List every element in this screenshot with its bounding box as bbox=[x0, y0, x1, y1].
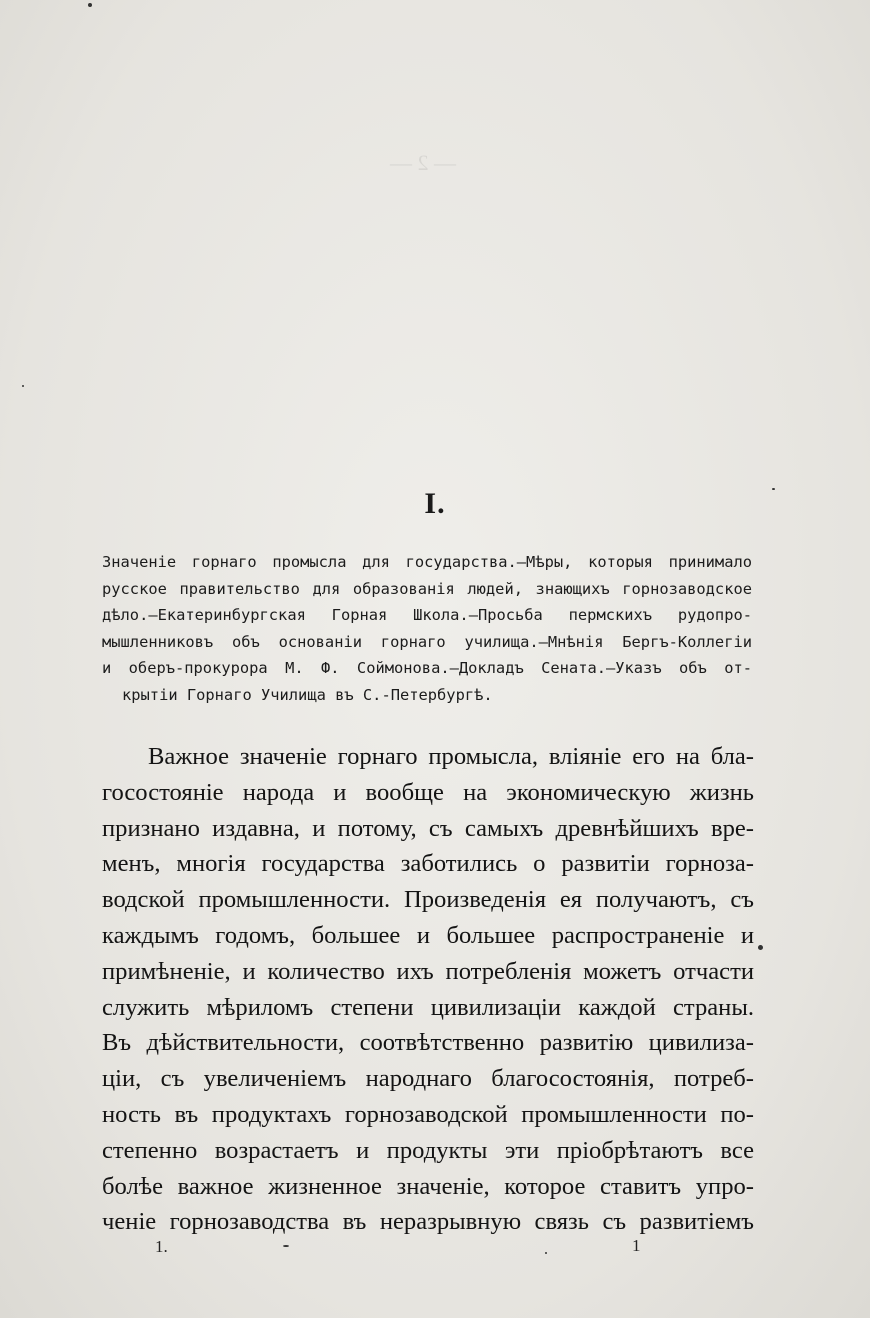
body-paragraph bbox=[102, 739, 754, 1240]
body-line: болѣе важное жизненное значеніе, которое ставитъ упро- bbox=[102, 1172, 754, 1200]
summary-line: русское правительство для образованія людей, знающихъ горнозаводское bbox=[102, 579, 752, 598]
body-line: служить мѣриломъ степени цивилизаціи каждой страны. bbox=[102, 993, 754, 1021]
paper-speck bbox=[88, 3, 92, 7]
body-line: примѣненіе, и количество ихъ потребленія можетъ отчасти bbox=[102, 957, 754, 985]
body-line: каждымъ годомъ, большее и большее распространеніе и bbox=[102, 921, 754, 949]
body-line: степенно возрастаетъ и продукты эти пріобрѣтаютъ все bbox=[102, 1136, 754, 1164]
paper-speck bbox=[283, 1245, 289, 1247]
paper-speck bbox=[545, 1252, 547, 1254]
body-line: менъ, многія государства заботились о развитіи горноза- bbox=[102, 850, 754, 878]
body-line: ціи, съ увеличеніемъ народнаго благосостоянія, потреб- bbox=[102, 1065, 754, 1093]
summary-line: и оберъ-прокурора М. Ф. Соймонова.—Докладъ Сената.—Указъ объ от- bbox=[102, 659, 752, 677]
body-line: Въ дѣйствительности, соотвѣтственно развитію цивилиза- bbox=[102, 1029, 754, 1057]
body-line: водской промышленности. Произведенія ея получаютъ, съ bbox=[102, 886, 754, 914]
body-line: Важное значеніе горнаго промысла, вліяніе его на бла- bbox=[148, 743, 754, 770]
body-line: ность въ продуктахъ горнозаводской промышленности по- bbox=[102, 1100, 754, 1128]
body-line: признано издавна, и потому, съ самыхъ древнѣйшихъ вре- bbox=[102, 814, 754, 842]
chapter-number: I. bbox=[424, 487, 446, 520]
summary-line: Значеніе горнаго промысла для государства.—Мѣры, которыя принимало bbox=[102, 553, 752, 571]
paper-speck bbox=[758, 945, 763, 950]
paper-speck bbox=[22, 385, 24, 387]
summary-line: крытіи Горнаго Училища въ С.-Петербургѣ. bbox=[122, 685, 493, 704]
paper-speck bbox=[772, 488, 775, 490]
body-line: ченіе горнозаводства въ неразрывную связь съ развитіемъ bbox=[102, 1208, 754, 1236]
summary-line: мышленниковъ объ основаніи горнаго училища.—Мнѣнія Бергъ-Коллегіи bbox=[102, 632, 752, 651]
signature-mark: 1. bbox=[155, 1237, 168, 1256]
summary-line: дѣло.—Екатеринбургская Горная Школа.—Просьба пермскихъ рудопро- bbox=[102, 606, 752, 624]
page-number: 1 bbox=[632, 1236, 641, 1255]
body-line: госостояніе народа и вообще на экономическую жизнь bbox=[102, 778, 754, 806]
chapter-summary bbox=[102, 549, 752, 708]
bleed-through-page-number: — 2 — bbox=[390, 150, 456, 175]
